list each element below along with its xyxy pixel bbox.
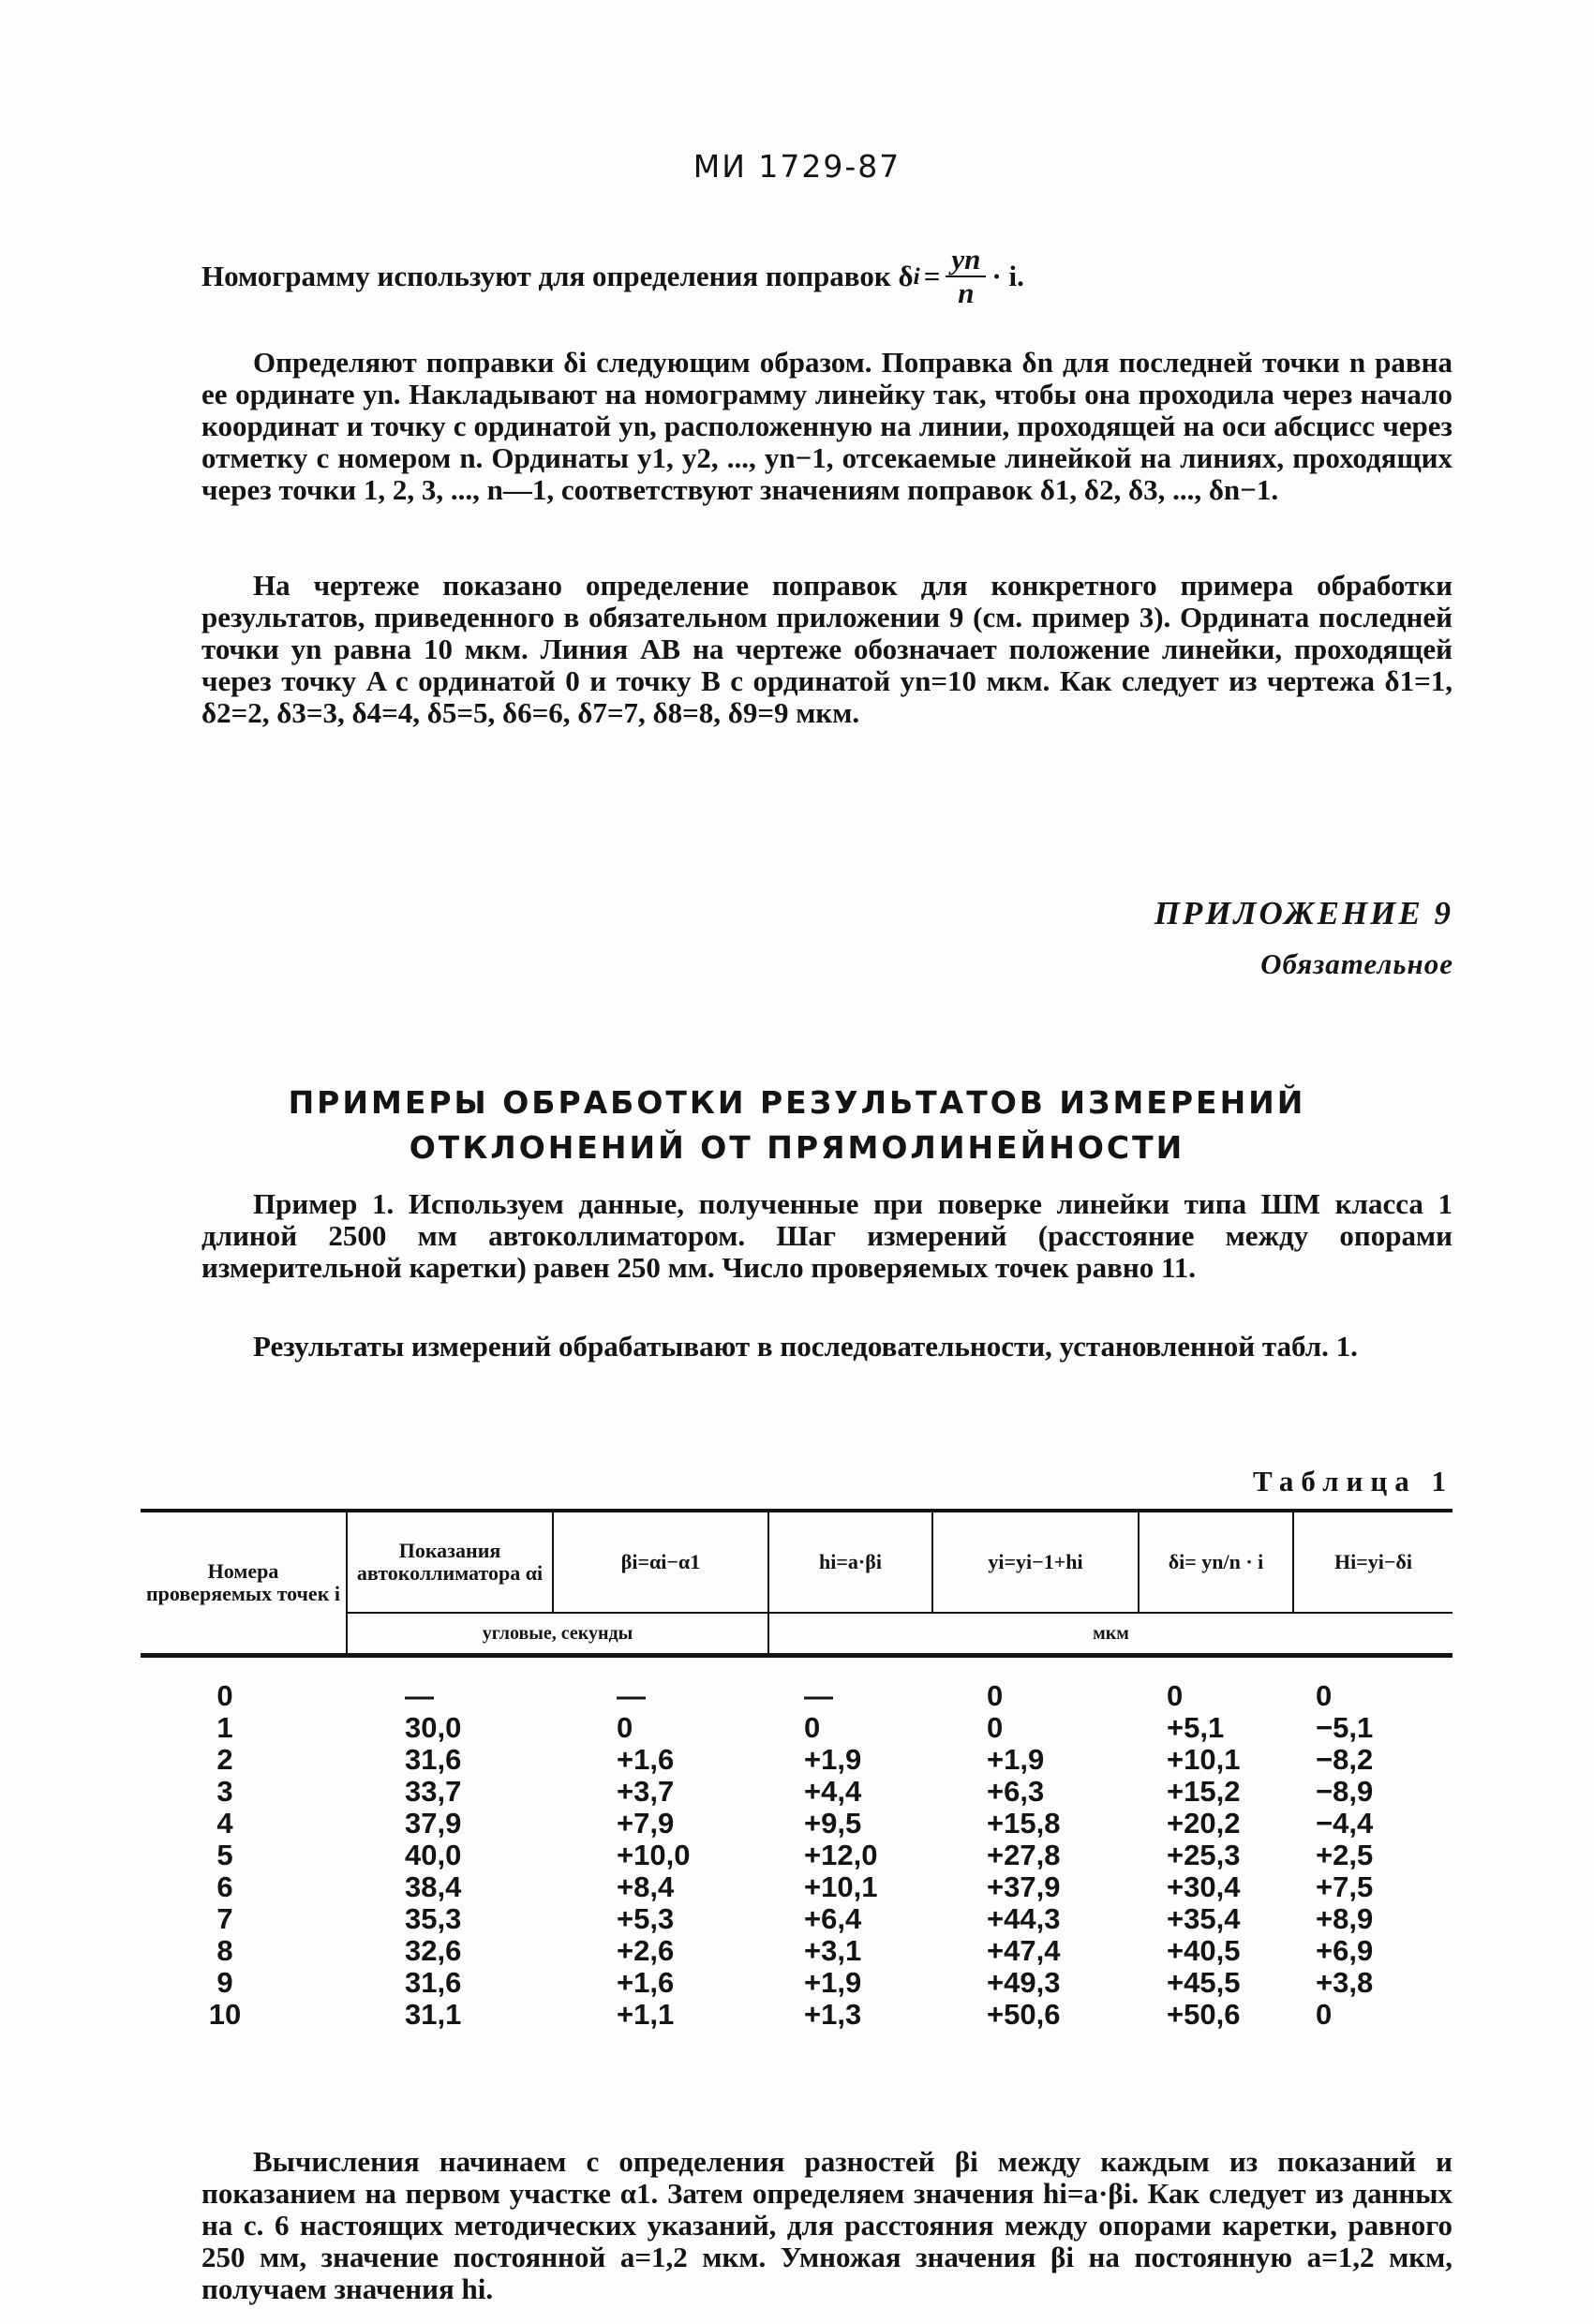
table-cell: 0 — [987, 1679, 1004, 1712]
table-cell: +1,1 — [617, 1998, 675, 2031]
table-cell: 0 — [987, 1711, 1004, 1744]
table-cell: 35,3 — [405, 1902, 462, 1935]
table-cell: — — [804, 1679, 833, 1712]
document-header: МИ 1729-87 — [693, 148, 901, 185]
table-cell: 9 — [216, 1966, 233, 1999]
table-cell: +3,8 — [1316, 1966, 1374, 1999]
paragraph-closing: Вычисления начинаем с определения разностей βi между каждым из показаний и показанием на первом участке α1. Затем определяем значения hi=a·βi. Как следует из данных на с. 6 настоящих методических указаний, для расстояния между опорами каретки, равного 250 мм, значение постоянной a=1,2 мкм. Умножая значения βi на постоянную a=1,2 мкм, получаем значения hi. — [201, 2145, 1452, 2305]
table-cell: 7 — [216, 1902, 233, 1935]
table-cell: 0 — [1316, 1998, 1333, 2031]
table-cell: +8,4 — [617, 1870, 675, 1903]
table-row — [141, 1871, 1452, 1903]
table-cell: +6,3 — [987, 1775, 1045, 1808]
table-cell: 33,7 — [405, 1775, 462, 1808]
table-cell: 8 — [216, 1934, 233, 1967]
header-H: Hi=yi−δi — [1293, 1511, 1452, 1613]
table-cell: +10,0 — [617, 1839, 691, 1871]
table-cell: 2 — [216, 1743, 233, 1776]
table-cell: +1,9 — [987, 1743, 1045, 1776]
formula-numerator: yn — [946, 244, 986, 277]
formula-line — [201, 244, 1024, 309]
table-cell: 31,6 — [405, 1743, 462, 1776]
table-cell: 4 — [216, 1807, 233, 1840]
table-cell: +12,0 — [804, 1839, 878, 1871]
table-cell: +5,3 — [617, 1902, 675, 1935]
table-cell: +47,4 — [987, 1934, 1061, 1967]
header-h: hi=a·βi — [768, 1511, 932, 1613]
table-row — [141, 1935, 1452, 1967]
formula-sub: i — [913, 262, 920, 290]
table-cell: 31,1 — [405, 1998, 462, 2031]
table-row — [141, 1967, 1452, 1999]
table-cell: +50,6 — [1167, 1998, 1241, 2031]
table-row — [141, 1808, 1452, 1840]
section-title-line2: ОТКЛОНЕНИЙ ОТ ПРЯМОЛИНЕЙНОСТИ — [409, 1129, 1185, 1166]
table-cell: −8,9 — [1316, 1775, 1374, 1808]
appendix-subtitle: Обязательное — [1260, 947, 1453, 980]
table-cell: +20,2 — [1167, 1807, 1241, 1840]
table-cell: — — [617, 1679, 646, 1712]
table-cell: +2,5 — [1316, 1839, 1374, 1871]
table-cell: +1,6 — [617, 1966, 675, 1999]
table-row — [141, 1656, 1452, 1713]
table-cell: 40,0 — [405, 1839, 462, 1871]
formula-eq: = — [923, 260, 941, 292]
table-cell: 1 — [216, 1711, 233, 1744]
table-cell: +37,9 — [987, 1870, 1061, 1903]
table-row — [141, 1712, 1452, 1744]
table-row — [141, 1903, 1452, 1935]
table-cell: +1,9 — [804, 1743, 862, 1776]
section-title-line1: ПРИМЕРЫ ОБРАБОТКИ РЕЗУЛЬТАТОВ ИЗМЕРЕНИЙ — [288, 1084, 1306, 1121]
table-cell: +7,5 — [1316, 1870, 1374, 1903]
table-cell: +5,1 — [1167, 1711, 1225, 1744]
table-cell: +49,3 — [987, 1966, 1061, 1999]
header-point-number: Номера проверяемых точек i — [141, 1511, 347, 1656]
table-cell: −5,1 — [1316, 1711, 1374, 1744]
table-cell: 31,6 — [405, 1966, 462, 1999]
table-cell: 32,6 — [405, 1934, 462, 1967]
table-cell: 10 — [208, 1998, 242, 2031]
table-cell: +1,6 — [617, 1743, 675, 1776]
formula-text: Номограмму используют для определения поправок δ — [201, 260, 914, 292]
table-cell: +45,5 — [1167, 1966, 1241, 1999]
table-cell: +10,1 — [1167, 1743, 1241, 1776]
table-cell: +6,4 — [804, 1902, 862, 1935]
table-cell: 30,0 — [405, 1711, 462, 1744]
paragraph-drawing: На чертеже показано определение поправок для конкретного примера обработки результатов, приведенного в обязательном приложении 9 (см. пример 3). Ордината последней точки yn равна 10 мкм. Линия AB на чертеже обозначает положение линейки, проходящей через точку A с ординатой 0 и точку B с ординатой yn=10 мкм. Как следует из чертежа δ1=1, δ2=2, δ3=3, δ4=4, δ5=5, δ6=6, δ7=7, δ8=8, δ9=9 мкм. — [201, 569, 1452, 729]
table-cell: +10,1 — [804, 1870, 878, 1903]
table-cell: −8,2 — [1316, 1743, 1374, 1776]
paragraph-corrections: Определяют поправки δi следующим образом. Поправка δn для последней точки n равна ее ординате yn. Накладывают на номограмму линейку так, чтобы она проходила через начало координат и точку с ординатой yn, расположенную на линии, проходящей на оси абсцисс через отметку с номером n. Ординаты y1, y2, ..., yn−1, отсекаемые линейкой на линиях, проходящих через точки 1, 2, 3, ..., n—1, соответствуют значениям поправок δ1, δ2, δ3, ..., δn−1. — [201, 346, 1452, 506]
table-cell: +2,6 — [617, 1934, 675, 1967]
table-cell: +44,3 — [987, 1902, 1061, 1935]
units-angular: угловые, секунды — [347, 1613, 768, 1656]
table-cell: 0 — [1316, 1679, 1333, 1712]
formula-fraction — [946, 244, 986, 309]
table-cell: 6 — [216, 1870, 233, 1903]
formula-tail: · i. — [991, 260, 1024, 292]
table-cell: +7,9 — [617, 1807, 675, 1840]
table-cell: +3,1 — [804, 1934, 862, 1967]
header-delta: δi= yn/n · i — [1139, 1511, 1293, 1613]
appendix-title: ПРИЛОЖЕНИЕ 9 — [1154, 895, 1453, 931]
table-cell: +3,7 — [617, 1775, 675, 1808]
table-cell: +15,2 — [1167, 1775, 1241, 1808]
header-autocollimator: Показания автоколлиматора αi — [347, 1511, 553, 1613]
table-row — [141, 1999, 1452, 2031]
table-cell: +50,6 — [987, 1998, 1061, 2031]
table-cell: +9,5 — [804, 1807, 862, 1840]
table-cell: +30,4 — [1167, 1870, 1241, 1903]
table-cell: 3 — [216, 1775, 233, 1808]
table-body — [141, 1656, 1452, 2032]
results-table — [141, 1509, 1452, 2031]
section-title — [0, 1080, 1594, 1170]
table-cell: +1,3 — [804, 1998, 862, 2031]
table-cell: −4,4 — [1316, 1807, 1374, 1840]
table-row — [141, 1776, 1452, 1808]
table-cell: 0 — [617, 1711, 633, 1744]
table-cell: — — [405, 1679, 434, 1712]
table-row — [141, 1840, 1452, 1871]
table-label: Таблица 1 — [1253, 1465, 1453, 1497]
table-cell: +27,8 — [987, 1839, 1061, 1871]
table-cell: 0 — [216, 1679, 233, 1712]
table-cell: +6,9 — [1316, 1934, 1374, 1967]
table-row — [141, 1744, 1452, 1776]
appendix-block — [1155, 895, 1453, 981]
paragraph-example-1: Пример 1. Используем данные, полученные при поверке линейки типа ШМ класса 1 длиной 2500 мм автоколлиматором. Шаг измерений (расстояние между опорами измерительной каретки) равен 250 мм. Число проверяемых точек равно 11. — [201, 1187, 1452, 1284]
table-cell: +15,8 — [987, 1807, 1061, 1840]
table-cell: +40,5 — [1167, 1934, 1241, 1967]
header-y: yi=yi−1+hi — [932, 1511, 1139, 1613]
table-cell: +8,9 — [1316, 1902, 1374, 1935]
table-cell: +1,9 — [804, 1966, 862, 1999]
table-cell: 5 — [216, 1839, 233, 1871]
units-micrometers: мкм — [768, 1613, 1452, 1656]
header-beta: βi=αi−α1 — [553, 1511, 768, 1613]
table-cell: 0 — [1167, 1679, 1184, 1712]
table-cell: 38,4 — [405, 1870, 462, 1903]
table-cell: +4,4 — [804, 1775, 862, 1808]
table-cell: +35,4 — [1167, 1902, 1241, 1935]
table-cell: 0 — [804, 1711, 821, 1744]
paragraph-results: Результаты измерений обрабатывают в последовательности, установленной табл. 1. — [253, 1330, 1358, 1363]
table-cell: +25,3 — [1167, 1839, 1241, 1871]
table-cell: 37,9 — [405, 1807, 462, 1840]
formula-denominator: n — [958, 276, 975, 309]
